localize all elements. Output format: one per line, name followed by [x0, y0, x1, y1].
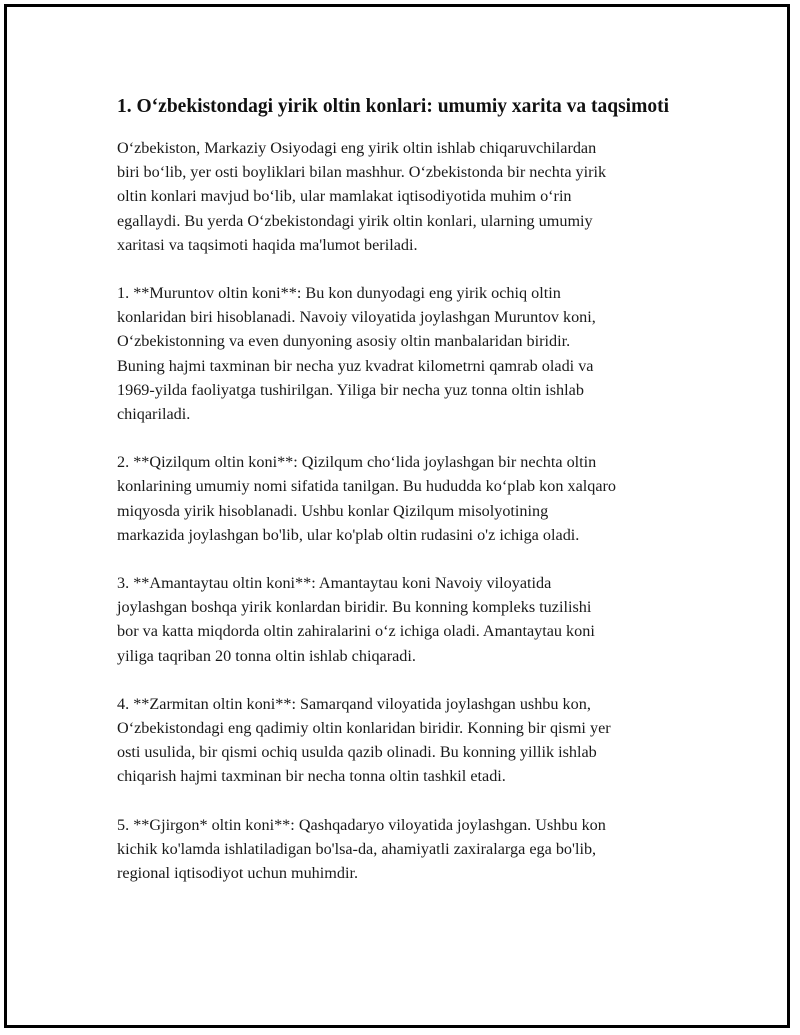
paragraph-gjirgon: 5. **Gjirgon* oltin koni**: Qashqadaryo viloyatida joylashgan. Ushbu kon kichik ko'lamda ishlatiladigan bo'lsa-da, ahamiyatli zaxiralarga ega bo'lib, regional iqtisodiyot uchun muhimdir. [117, 815, 606, 883]
paragraph-amantaytau: 3. **Amantaytau oltin koni**: Amantaytau koni Navoiy viloyatida joylashgan boshqa yirik konlardan biridir. Bu konning kompleks tuzilishi bor va katta miqdorda oltin zahiralarini o‘z ichiga oladi. Amantaytau koni yiliga taqriban 20 tonna oltin ishlab chiqaradi. [117, 574, 595, 665]
document-title: 1. O‘zbekistondagi yirik oltin konlari: umumiy xarita va taqsimoti [117, 96, 669, 117]
document-body [117, 93, 697, 909]
paragraph-qizilqum: 2. **Qizilqum oltin koni**: Qizilqum cho‘lida joylashgan bir nechta oltin konlarining umumiy nomi sifatida tanilgan. Bu hududda ko‘plab kon xalqaro miqyosda yirik hisoblanadi. Ushbu konlar Qizilqum misolyotining markazida joylashgan bo'lib, ular ko'plab oltin rudasini o'z ichiga oladi. [117, 453, 617, 544]
paragraph-muruntov: 1. **Muruntov oltin koni**: Bu kon dunyodagi eng yirik ochiq oltin konlaridan biri hisoblanadi. Navoiy viloyatida joylashgan Muruntov koni, O‘zbekistonning va even dunyoning asosiy oltin manbalaridan biridir. Buning hajmi taxminan bir necha yuz kvadrat kilometrni qamrab oladi va 1969-yilda faoliyatga tushirilgan. Yiliga bir necha yuz tonna oltin ishlab chiqariladi. [117, 284, 596, 424]
paragraph-zarmitan: 4. **Zarmitan oltin koni**: Samarqand viloyatida joylashgan ushbu kon, O‘zbekistondagi eng qadimiy oltin konlaridan biridir. Konning bir qismi yer osti usulida, bir qismi ochiq usulda qazib olinadi. Bu konning yillik ishlab chiqarish hajmi taxminan bir necha tonna oltin tashkil etadi. [117, 694, 611, 786]
paragraph-intro: O‘zbekiston, Markaziy Osiyodagi eng yirik oltin ishlab chiqaruvchilardan biri bo‘lib, yer osti boyliklari bilan mashhur. O‘zbekistonda bir nechta yirik oltin konlari mavjud bo‘lib, ular mamlakat iqtisodiyotida muhim o‘rin egallaydi. Bu yerda O‘zbekistondagi yirik oltin konlari, ularning umumiy xaritasi va taqsimoti haqida ma'lumot beriladi. [117, 139, 607, 254]
